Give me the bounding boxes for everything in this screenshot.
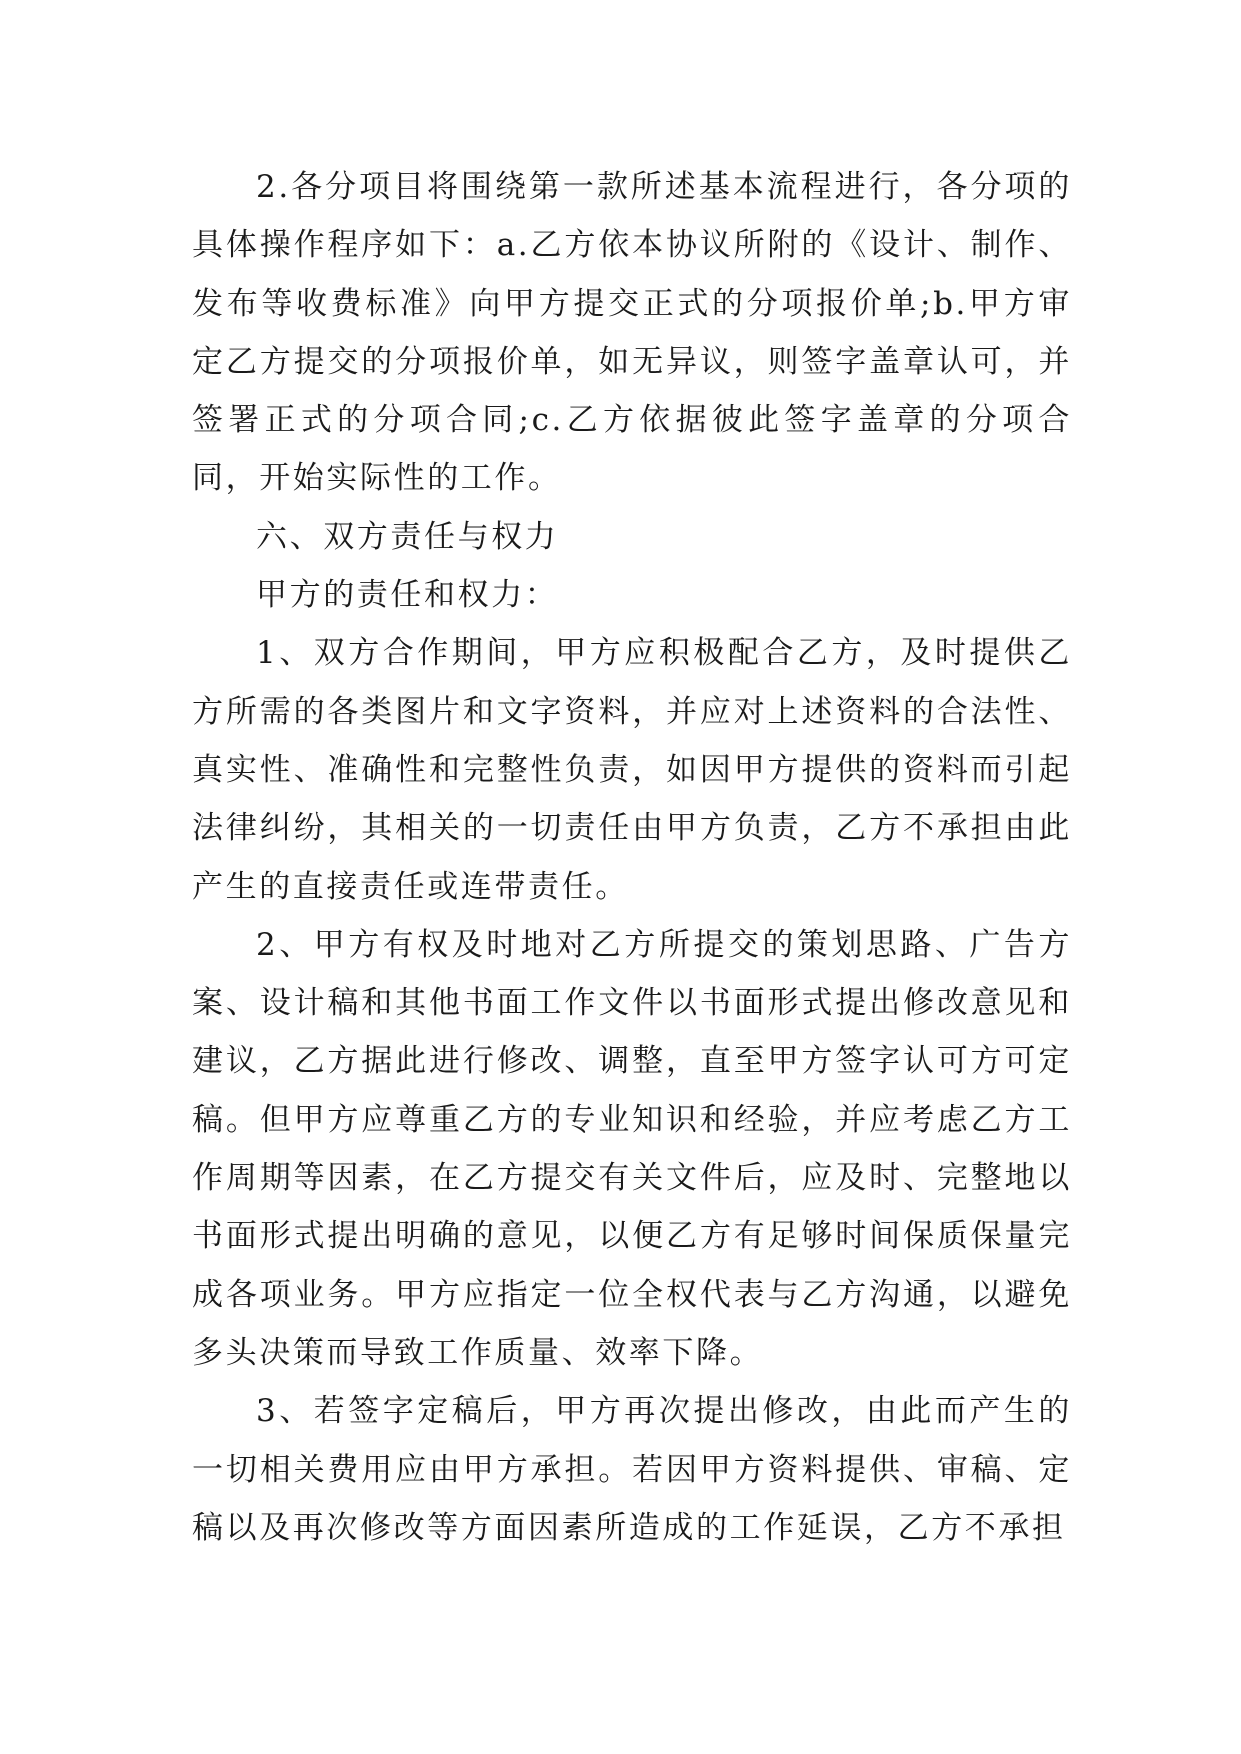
document-body	[192, 158, 1072, 1557]
section-heading-responsibilities: 六、双方责任与权力	[256, 518, 559, 555]
paragraph-clause-3: 3、若签字定稿后，甲方再次提出修改，由此而产生的一切相关费用应由甲方承担。若因甲方资料提供、审稿、定稿以及再次修改等方面因素所造成的工作延误，乙方不承担	[192, 1393, 1072, 1546]
subheading-party-a: 甲方的责任和权力：	[256, 577, 559, 614]
paragraph-process-steps: 2.各分项目将围绕第一款所述基本流程进行，各分项的具体操作程序如下：a.乙方依本协议所附的《设计、制作、发布等收费标准》向甲方提交正式的分项报价单;b.甲方审定乙方提交的分项报价单，如无异议，则签字盖章认可，并签署正式的分项合同;c.乙方依据彼此签字盖章的分项合同，开始实际性的工作。	[192, 169, 1072, 497]
paragraph-clause-1: 1、双方合作期间，甲方应积极配合乙方，及时提供乙方所需的各类图片和文字资料，并应对上述资料的合法性、真实性、准确性和完整性负责，如因甲方提供的资料而引起法律纠纷，其相关的一切责任由甲方负责，乙方不承担由此产生的直接责任或连带责任。	[192, 635, 1072, 905]
paragraph-clause-2: 2、甲方有权及时地对乙方所提交的策划思路、广告方案、设计稿和其他书面工作文件以书面形式提出修改意见和建议，乙方据此进行修改、调整，直至甲方签字认可方可定稿。但甲方应尊重乙方的专业知识和经验，并应考虑乙方工作周期等因素，在乙方提交有关文件后，应及时、完整地以书面形式提出明确的意见，以便乙方有足够时间保质保量完成各项业务。甲方应指定一位全权代表与乙方沟通，以避免多头决策而导致工作质量、效率下降。	[192, 926, 1072, 1371]
